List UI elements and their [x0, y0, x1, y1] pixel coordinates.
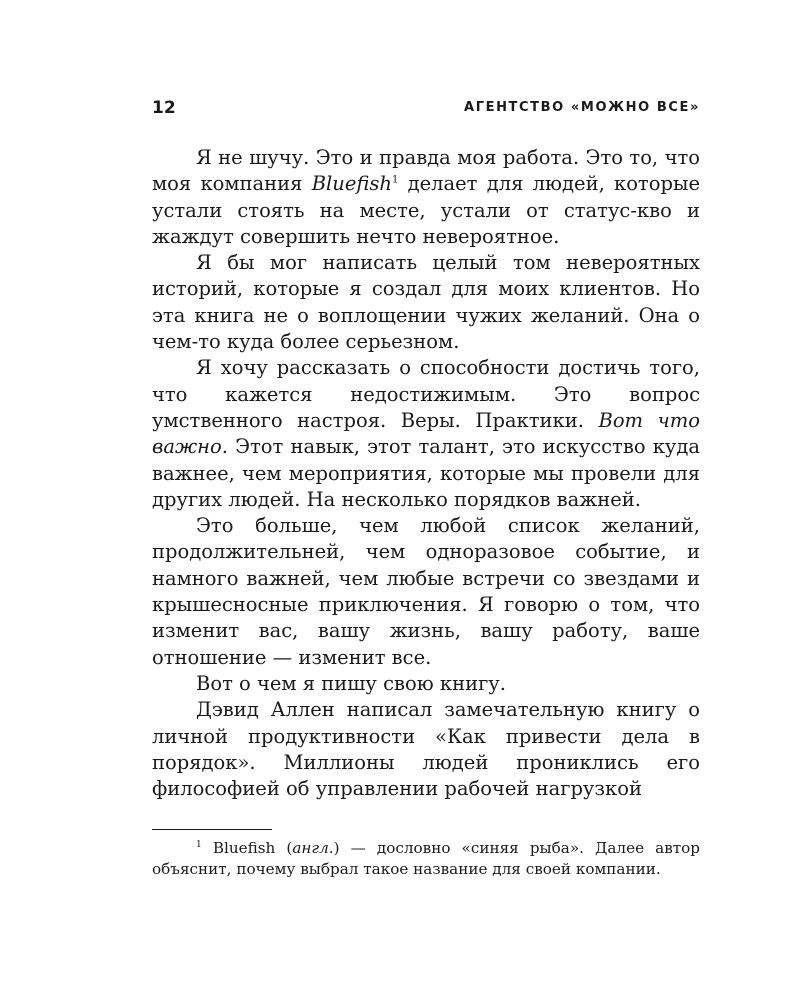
footnote-divider: [152, 829, 272, 830]
footnote-mark: 1: [196, 839, 202, 850]
paragraph-3: [152, 355, 700, 513]
body-text: [152, 145, 700, 802]
footnote-term: Bluefish: [212, 839, 276, 857]
footnote-paren-open: (: [275, 839, 293, 857]
page-number: 12: [152, 98, 176, 118]
paragraph-1-text-b: делает для людей, которые устали стоять на месте, устали от статус-кво и жаждут совершить нечто невероятное.: [152, 172, 701, 248]
paragraph-6: Дэвид Аллен написал замечательную книгу о личной продуктивности «Как привести дела в порядок». Миллионы людей прониклись его философией об управлении рабочей нагрузкой: [152, 698, 700, 801]
footnote-reference: 1: [391, 174, 399, 186]
running-title: АГЕНТСТВО «МОЖНО ВСЕ»: [464, 100, 700, 115]
paragraph-2: Я бы мог написать целый том невероятных историй, которые я создал для моих клиентов. Но эта книга не о воплощении чужих желаний. Она о чем-то куда более серьезном.: [152, 251, 700, 354]
page-header: [152, 98, 700, 122]
paragraph-4: Это больше, чем любой список желаний, продолжительней, чем одноразовое событие, и намного важней, чем любые встречи со звездами и крышесносные приключения. Я говорю о том, что изменит вас, вашу жизнь, вашу работу, ваше отношение — изменит все.: [152, 514, 700, 669]
paragraph-1: [152, 145, 700, 250]
footnote-text: ) — дословно «синяя рыба». Далее автор объяснит, почему выбрал такое название для своей компании.: [152, 839, 701, 878]
paragraph-3-text-a: Я хочу рассказать о способности достичь того, что кажется недостижимым. Это вопрос умственного настроя. Веры. Практики.: [152, 356, 700, 432]
footnote: [152, 838, 700, 880]
bluefish-term: Bluefish: [311, 172, 392, 196]
emphasis-text: Вот что важно.: [152, 408, 700, 459]
paragraph-3-text-b: Этот навык, этот талант, это искусство куда важнее, чем мероприятия, которые мы провели для других людей. На несколько порядков важней.: [152, 435, 700, 511]
paragraph-1-text-a: Я не шучу. Это и правда моя работа. Это то, что моя компания: [152, 146, 700, 196]
paragraph-5: Вот о чем я пишу свою книгу.: [196, 671, 506, 695]
footnote-abbr: англ.: [292, 839, 334, 857]
